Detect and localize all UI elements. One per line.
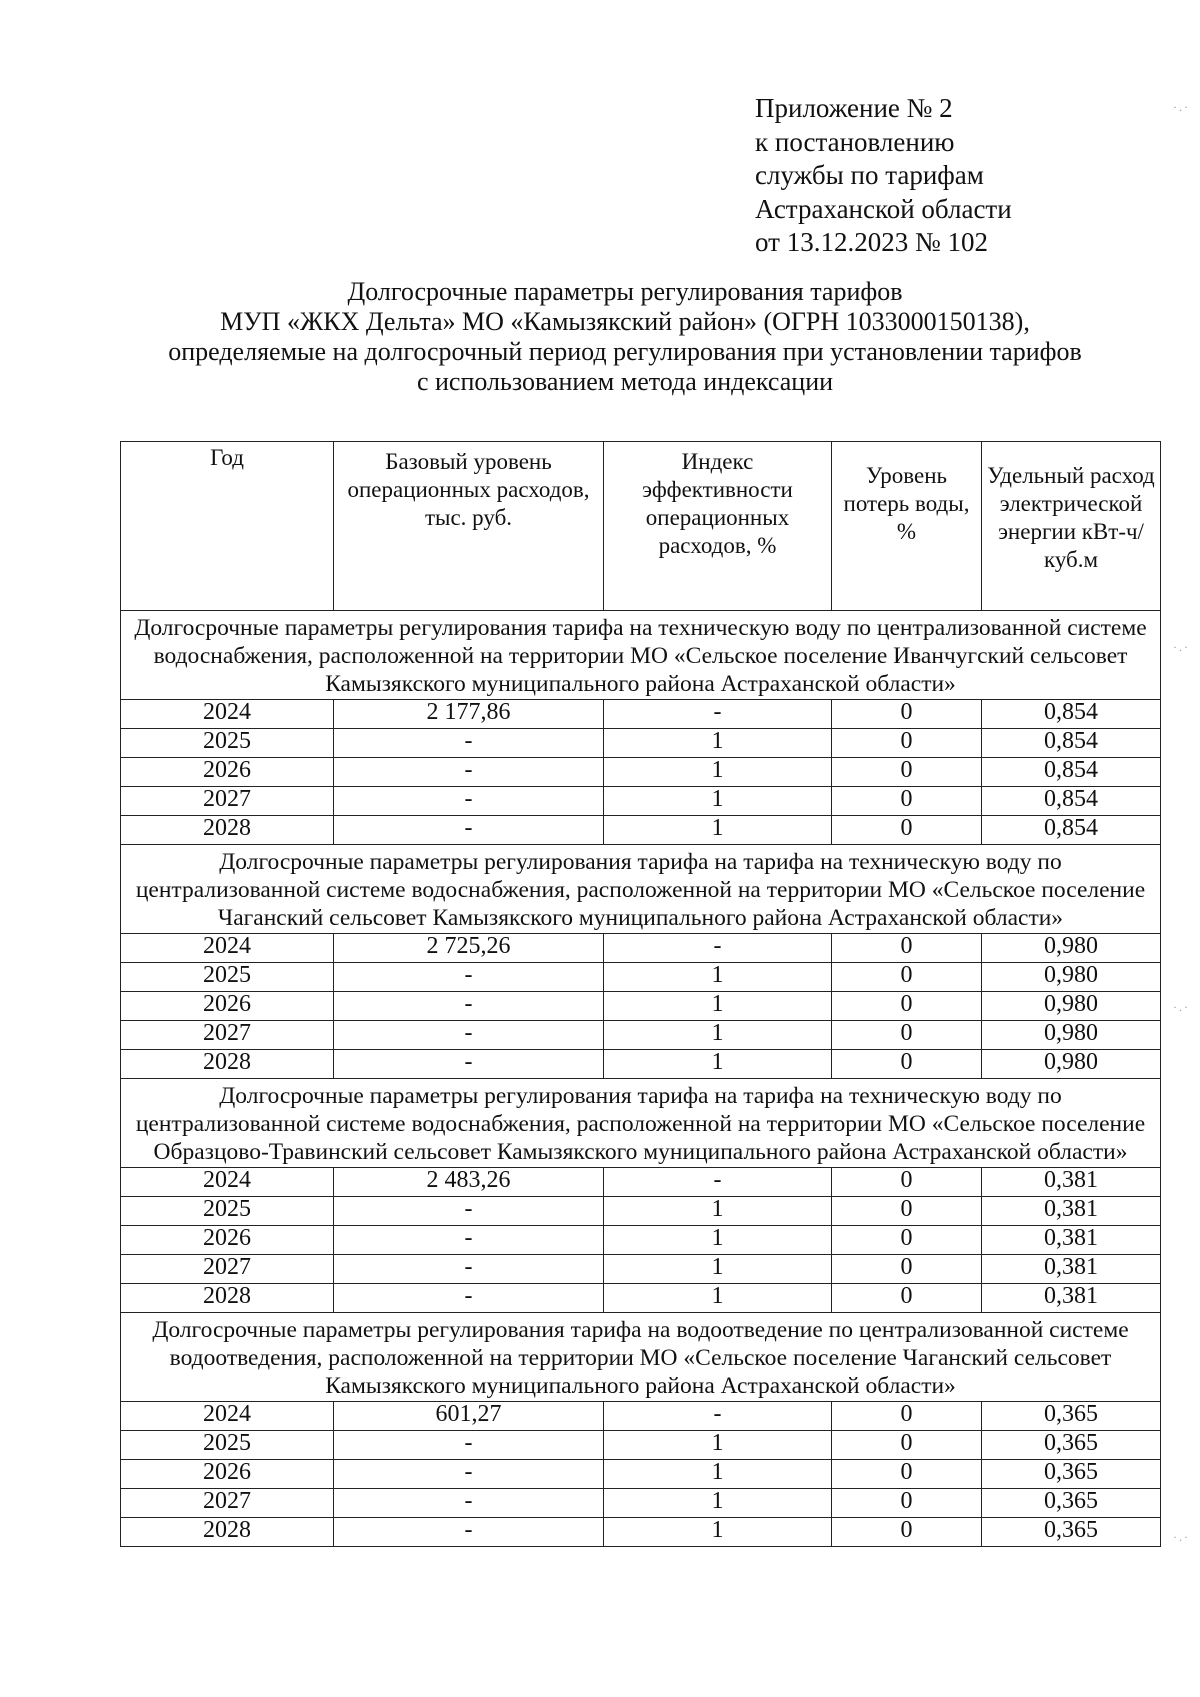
cell-year: 2027 (121, 1255, 334, 1284)
cell-base: - (334, 816, 604, 845)
cell-index: 1 (604, 1226, 832, 1255)
cell-loss: 0 (832, 700, 982, 729)
scan-speck: ·.· (1173, 1530, 1190, 1544)
table-row (121, 729, 1161, 758)
cell-energy: 0,381 (982, 1284, 1161, 1313)
cell-index: 1 (604, 787, 832, 816)
scan-speck: ·.· (1173, 1000, 1190, 1014)
section-title-row (121, 611, 1161, 700)
cell-energy: 0,365 (982, 1489, 1161, 1518)
cell-year: 2025 (121, 1197, 334, 1226)
cell-energy: 0,980 (982, 963, 1161, 992)
cell-index: 1 (604, 1197, 832, 1226)
section-title-row (121, 1079, 1161, 1168)
cell-base: - (334, 1197, 604, 1226)
table-header-row (121, 442, 1161, 611)
cell-year: 2024 (121, 700, 334, 729)
cell-base: - (334, 1284, 604, 1313)
cell-index: 1 (604, 1431, 832, 1460)
cell-year: 2028 (121, 1284, 334, 1313)
cell-index: - (604, 1402, 832, 1431)
cell-loss: 0 (832, 816, 982, 845)
cell-energy: 0,365 (982, 1431, 1161, 1460)
table-row (121, 1402, 1161, 1431)
table-row (121, 1021, 1161, 1050)
cell-energy: 0,980 (982, 1021, 1161, 1050)
section-title: Долгосрочные параметры регулирования тарифа на тарифа на техническую воду по централизованной системе водоснабжения, расположенной на территории МО «Сельское поселение Образцово-Травинский сельсовет Камызякского муниципального района Астраханской области» (121, 1079, 1161, 1168)
document-title (130, 277, 1120, 397)
title-line: Долгосрочные параметры регулирования тарифов (347, 277, 903, 306)
cell-index: 1 (604, 1489, 832, 1518)
cell-energy: 0,854 (982, 729, 1161, 758)
table-row (121, 1431, 1161, 1460)
cell-energy: 0,381 (982, 1197, 1161, 1226)
table-row (121, 758, 1161, 787)
table-row (121, 1050, 1161, 1079)
cell-loss: 0 (832, 1197, 982, 1226)
table-row (121, 1518, 1161, 1547)
appendix-block (755, 92, 1012, 260)
section-title: Долгосрочные параметры регулирования тарифа на тарифа на техническую воду по централизованной системе водоснабжения, расположенной на территории МО «Сельское поселение Чаганский сельсовет Камызякского муниципального района Астраханской области» (121, 845, 1161, 934)
cell-loss: 0 (832, 758, 982, 787)
table-row (121, 992, 1161, 1021)
cell-year: 2025 (121, 729, 334, 758)
cell-base: - (334, 1518, 604, 1547)
cell-energy: 0,980 (982, 992, 1161, 1021)
table-body (121, 611, 1161, 1547)
cell-energy: 0,365 (982, 1460, 1161, 1489)
cell-index: - (604, 934, 832, 963)
cell-energy: 0,381 (982, 1168, 1161, 1197)
cell-year: 2026 (121, 1460, 334, 1489)
cell-loss: 0 (832, 1168, 982, 1197)
cell-base: - (334, 992, 604, 1021)
title-line: МУП «ЖКХ Дельта» МО «Камызякский район» (ОГРН 1033000150138), (220, 307, 1030, 336)
cell-year: 2027 (121, 1489, 334, 1518)
scan-speck: ·.· (1173, 100, 1190, 114)
table-row (121, 816, 1161, 845)
cell-loss: 0 (832, 1226, 982, 1255)
table-row (121, 1489, 1161, 1518)
section-title: Долгосрочные параметры регулирования тарифа на водоотведение по централизованной системе водоотведения, расположенной на территории МО «Сельское поселение Чаганский сельсовет Камызякского муниципального района Астраханской области» (121, 1313, 1161, 1402)
cell-year: 2024 (121, 934, 334, 963)
cell-index: 1 (604, 758, 832, 787)
cell-energy: 0,365 (982, 1518, 1161, 1547)
cell-year: 2025 (121, 1431, 334, 1460)
cell-loss: 0 (832, 1021, 982, 1050)
cell-index: 1 (604, 729, 832, 758)
cell-base: - (334, 963, 604, 992)
cell-loss: 0 (832, 992, 982, 1021)
cell-energy: 0,980 (982, 934, 1161, 963)
cell-energy: 0,381 (982, 1255, 1161, 1284)
cell-loss: 0 (832, 1284, 982, 1313)
cell-base: - (334, 1050, 604, 1079)
cell-base: - (334, 729, 604, 758)
cell-index: - (604, 700, 832, 729)
cell-index: 1 (604, 1518, 832, 1547)
cell-base: - (334, 1255, 604, 1284)
cell-loss: 0 (832, 963, 982, 992)
table-row (121, 1460, 1161, 1489)
section-title-row (121, 1313, 1161, 1402)
section-title: Долгосрочные параметры регулирования тарифа на техническую воду по централизованной системе водоснабжения, расположенной на территории МО «Сельское поселение Иванчугский сельсовет Камызякского муниципального района Астраханской области» (121, 611, 1161, 700)
cell-year: 2026 (121, 758, 334, 787)
appendix-line: Приложение № 2 (755, 93, 953, 123)
cell-energy: 0,854 (982, 816, 1161, 845)
cell-base: - (334, 1460, 604, 1489)
cell-year: 2027 (121, 787, 334, 816)
title-line: с использованием метода индексации (416, 367, 834, 396)
cell-loss: 0 (832, 729, 982, 758)
cell-energy: 0,980 (982, 1050, 1161, 1079)
cell-year: 2028 (121, 1518, 334, 1547)
cell-loss: 0 (832, 1460, 982, 1489)
cell-loss: 0 (832, 1431, 982, 1460)
cell-index: 1 (604, 1460, 832, 1489)
header-water-loss: Уровень потерь воды, % (832, 442, 982, 611)
cell-index: - (604, 1168, 832, 1197)
cell-year: 2028 (121, 1050, 334, 1079)
cell-base: 2 483,26 (334, 1168, 604, 1197)
cell-energy: 0,381 (982, 1226, 1161, 1255)
cell-index: 1 (604, 963, 832, 992)
table-row (121, 700, 1161, 729)
cell-base: - (334, 1489, 604, 1518)
cell-year: 2027 (121, 1021, 334, 1050)
cell-index: 1 (604, 1050, 832, 1079)
section-title-row (121, 845, 1161, 934)
cell-energy: 0,854 (982, 700, 1161, 729)
parameters-table (120, 441, 1161, 1547)
header-base-level: Базовый уровень операционных расходов, тыс. руб. (334, 442, 604, 611)
cell-loss: 0 (832, 787, 982, 816)
table-row (121, 1168, 1161, 1197)
table-row (121, 934, 1161, 963)
cell-loss: 0 (832, 1489, 982, 1518)
table-row (121, 1255, 1161, 1284)
cell-index: 1 (604, 1255, 832, 1284)
header-efficiency-index: Индекс эффективности операционных расходов, % (604, 442, 832, 611)
cell-index: 1 (604, 1021, 832, 1050)
cell-loss: 0 (832, 1255, 982, 1284)
cell-year: 2028 (121, 816, 334, 845)
table-row (121, 1284, 1161, 1313)
cell-year: 2026 (121, 992, 334, 1021)
appendix-line: к постановлению (755, 126, 955, 157)
cell-base: - (334, 758, 604, 787)
cell-year: 2024 (121, 1402, 334, 1431)
cell-loss: 0 (832, 934, 982, 963)
cell-base: - (334, 787, 604, 816)
cell-loss: 0 (832, 1050, 982, 1079)
cell-base: 2 177,86 (334, 700, 604, 729)
cell-base: - (334, 1021, 604, 1050)
scan-speck: ·.· (1173, 640, 1190, 654)
table-row (121, 1226, 1161, 1255)
table-row (121, 963, 1161, 992)
appendix-line: Астраханской области (755, 193, 1012, 224)
cell-energy: 0,854 (982, 758, 1161, 787)
cell-index: 1 (604, 1284, 832, 1313)
cell-base: - (334, 1226, 604, 1255)
appendix-line: службы по тарифам (755, 160, 984, 190)
table-row (121, 1197, 1161, 1226)
title-line: определяемые на долгосрочный период регулирования при установлении тарифов (168, 337, 1082, 366)
cell-index: 1 (604, 816, 832, 845)
cell-energy: 0,365 (982, 1402, 1161, 1431)
cell-base: - (334, 1431, 604, 1460)
table-row (121, 787, 1161, 816)
cell-year: 2024 (121, 1168, 334, 1197)
header-energy-consumption: Удельный расход электрической энергии кВт-ч/куб.м (982, 442, 1161, 611)
cell-index: 1 (604, 992, 832, 1021)
cell-year: 2025 (121, 963, 334, 992)
appendix-line: от 13.12.2023 № 102 (755, 227, 988, 257)
cell-year: 2026 (121, 1226, 334, 1255)
cell-base: 2 725,26 (334, 934, 604, 963)
header-year: Год (121, 442, 334, 611)
cell-loss: 0 (832, 1518, 982, 1547)
cell-energy: 0,854 (982, 787, 1161, 816)
cell-loss: 0 (832, 1402, 982, 1431)
cell-base: 601,27 (334, 1402, 604, 1431)
